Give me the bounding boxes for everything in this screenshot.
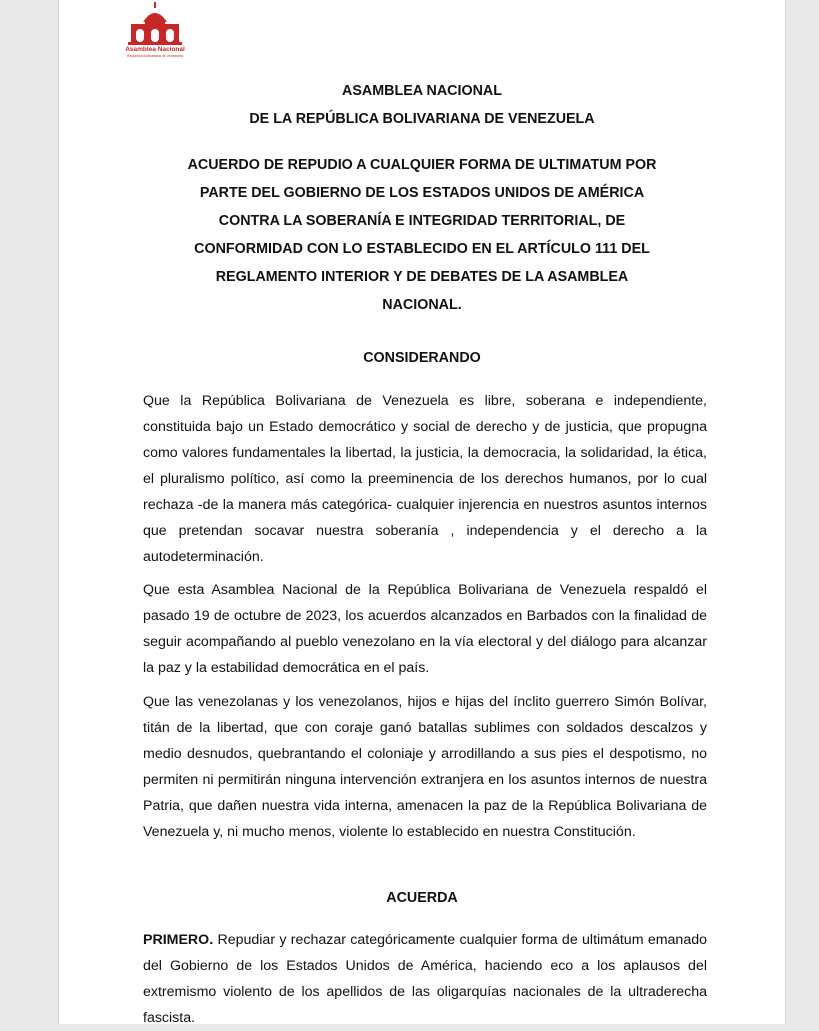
title-line: CONTRA LA SOBERANÍA E INTEGRIDAD TERRITORIAL, DE [218, 213, 626, 229]
considerando-paragraph-2: Que esta Asamblea Nacional de la República Bolivariana de Venezuela respaldó el pasado 19 de octubre de 2023, los acuerdos alcanzados en Barbados con la finalidad de seguir acompañando al pueblo venezolano en la vía electoral y del diálogo para alcanzar la paz y la estabilidad democrática en el país. [143, 582, 707, 676]
considerando-paragraph-1: Que la República Bolivariana de Venezuela es libre, soberana e independiente, constituida bajo un Estado democrático y social de derecho y de justicia, que propugna como valores fundamentales la libertad, la justicia, la democracia, la solidaridad, la ética, el pluralismo político, así como la preeminencia de los derechos humanos, por lo cual rechaza -de la manera más categórica- cualquier injerencia en nuestros asuntos internos que pretendan socavar nuestra soberanía , independencia y el derecho a la autodeterminación. [143, 393, 707, 565]
primero-text: Repudiar y rechazar categóricamente cualquier forma de ultimátum emanado del Gobierno de los Estados Unidos de América, haciendo eco a los aplausos del extremismo violento de los apellidos de las oligarquías nacionales de la ultraderecha fascista. [143, 932, 707, 1026]
title-line: ACUERDO DE REPUDIO A CUALQUIER FORMA DE ULTIMATUM POR [187, 157, 657, 173]
capitol-logo-icon [125, 0, 185, 48]
header-line-2: DE LA REPÚBLICA BOLIVARIANA DE VENEZUELA [249, 111, 595, 127]
acuerda-heading: ACUERDA [386, 890, 458, 906]
document-page [58, 0, 786, 1024]
considerando-paragraph-3: Que las venezolanas y los venezolanos, hijos e hijas del ínclito guerrero Simón Bolívar, titán de la libertad, que con coraje ganó batallas sublimes con soldados descalzos y medio desnudos, quebrantando el coloniaje y arrodillando a sus pies el despotismo, no permiten ni permitirán ninguna intervención extranjera en los asuntos internos de nuestra Patria, que dañen nuestra vida interna, amenacen la paz de la República Bolivariana de Venezuela y, ni mucho menos, violente lo establecido en nuestra Constitución. [143, 694, 707, 840]
national-assembly-logo [125, 0, 185, 66]
considerando-heading: CONSIDERANDO [363, 350, 481, 366]
logo-subtitle: República Bolivariana de Venezuela [126, 54, 184, 58]
title-line: NACIONAL. [382, 297, 462, 313]
document-header [59, 77, 785, 133]
header-line-1: ASAMBLEA NACIONAL [342, 83, 502, 99]
primero-label: PRIMERO. [143, 932, 214, 948]
document-title [59, 151, 785, 319]
logo-name: Asamblea Nacional [125, 46, 185, 53]
title-line: CONFORMIDAD CON LO ESTABLECIDO EN EL ARTÍCULO 111 DEL [194, 241, 650, 257]
primero-paragraph [143, 927, 707, 1031]
title-line: REGLAMENTO INTERIOR Y DE DEBATES DE LA ASAMBLEA [215, 269, 629, 285]
title-line: PARTE DEL GOBIERNO DE LOS ESTADOS UNIDOS DE AMÉRICA [199, 185, 645, 201]
